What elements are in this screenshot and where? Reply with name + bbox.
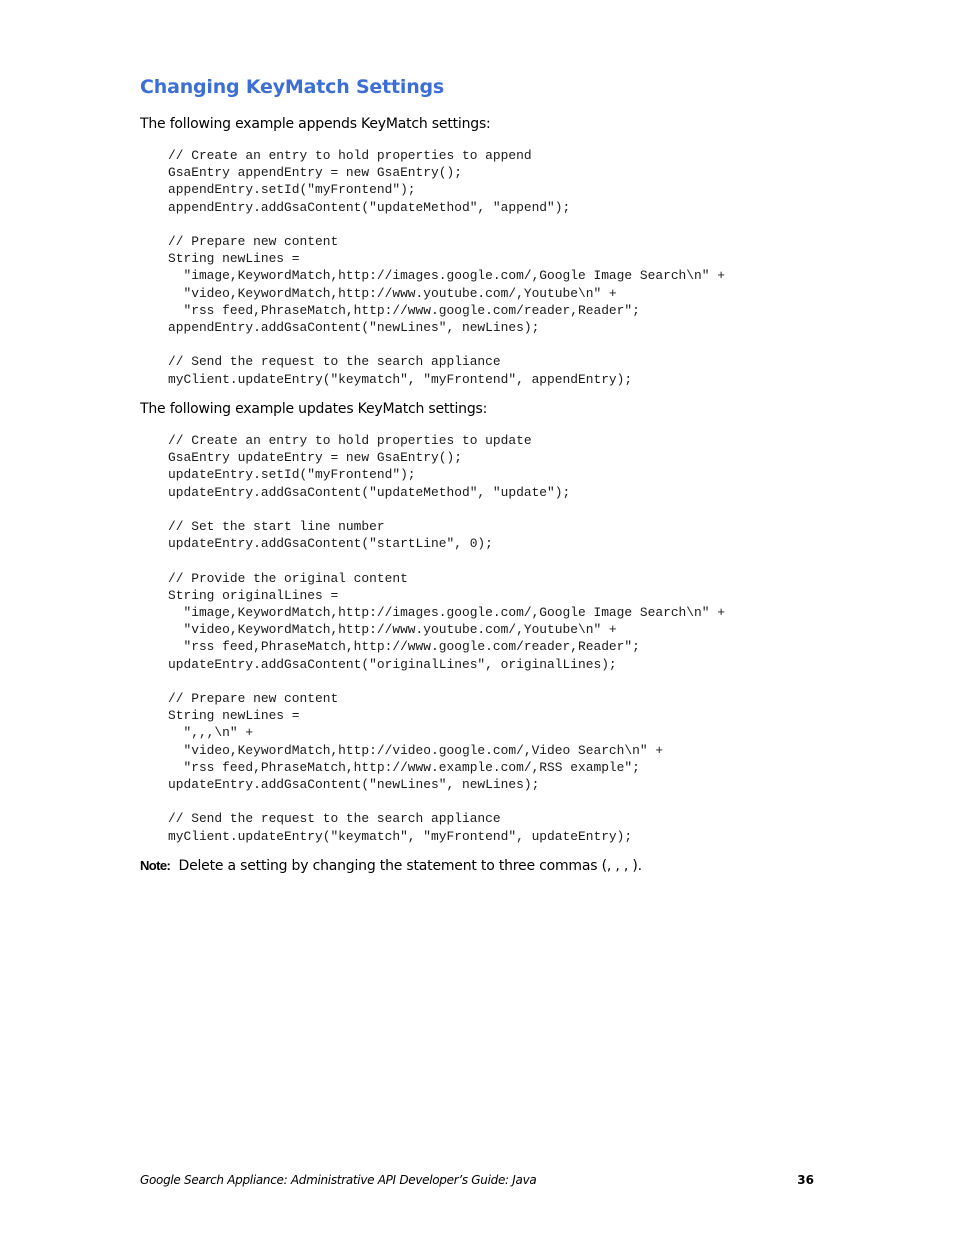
note-text: Delete a setting by changing the statement to three commas (, , , ). (178, 858, 642, 874)
footer-page-number: 36 (797, 1173, 814, 1187)
intro-update-paragraph: The following example updates KeyMatch settings: (140, 401, 488, 417)
page-title: Changing KeyMatch Settings (140, 76, 445, 98)
footer-document-title: Google Search Appliance: Administrative API Developer’s Guide: Java (140, 1173, 537, 1187)
code-block-update: // Create an entry to hold properties to update GsaEntry updateEntry = new GsaEntry(); updateEntry.setId("myFrontend"); updateEntry.addGsaContent("updateMethod", "update"); // Set the start line number updateEntry.addGsaContent("startLine", 0); // Provide the original content String originalLines = "image,KeywordMatch,http://images.google.com/,Google Image Search\n" + "video,KeywordMatch,http://www.youtube.com/,Youtube\n" + "rss feed,PhraseMatch,http://www.google.com/reader,Reader"; updateEntry.addGsaContent("originalLines", originalLines); // Prepare new content String newLines = ",,,\n" + "video,KeywordMatch,http://video.google.com/,Video Search\n" + "rss feed,PhraseMatch,http://www.example.com/,RSS example"; updateEntry.addGsaContent("newLines", newLines); // Send the request to the search appliance myClient.updateEntry("keymatch", "myFrontend", updateEntry); (168, 433, 725, 844)
intro-append-paragraph: The following example appends KeyMatch settings: (140, 116, 491, 132)
code-block-append: // Create an entry to hold properties to append GsaEntry appendEntry = new GsaEntry(); appendEntry.setId("myFrontend"); appendEntry.addGsaContent("updateMethod", "append"); // Prepare new content String newLines = "image,KeywordMatch,http://images.google.com/,Google Image Search\n" + "video,KeywordMatch,http://www.youtube.com/,Youtube\n" + "rss feed,PhraseMatch,http://www.google.com/reader,Reader"; appendEntry.addGsaContent("newLines", newLines); // Send the request to the search appliance myClient.updateEntry("keymatch", "myFrontend", appendEntry); (168, 148, 725, 387)
note (140, 857, 642, 875)
note-label: Note: (140, 858, 171, 873)
